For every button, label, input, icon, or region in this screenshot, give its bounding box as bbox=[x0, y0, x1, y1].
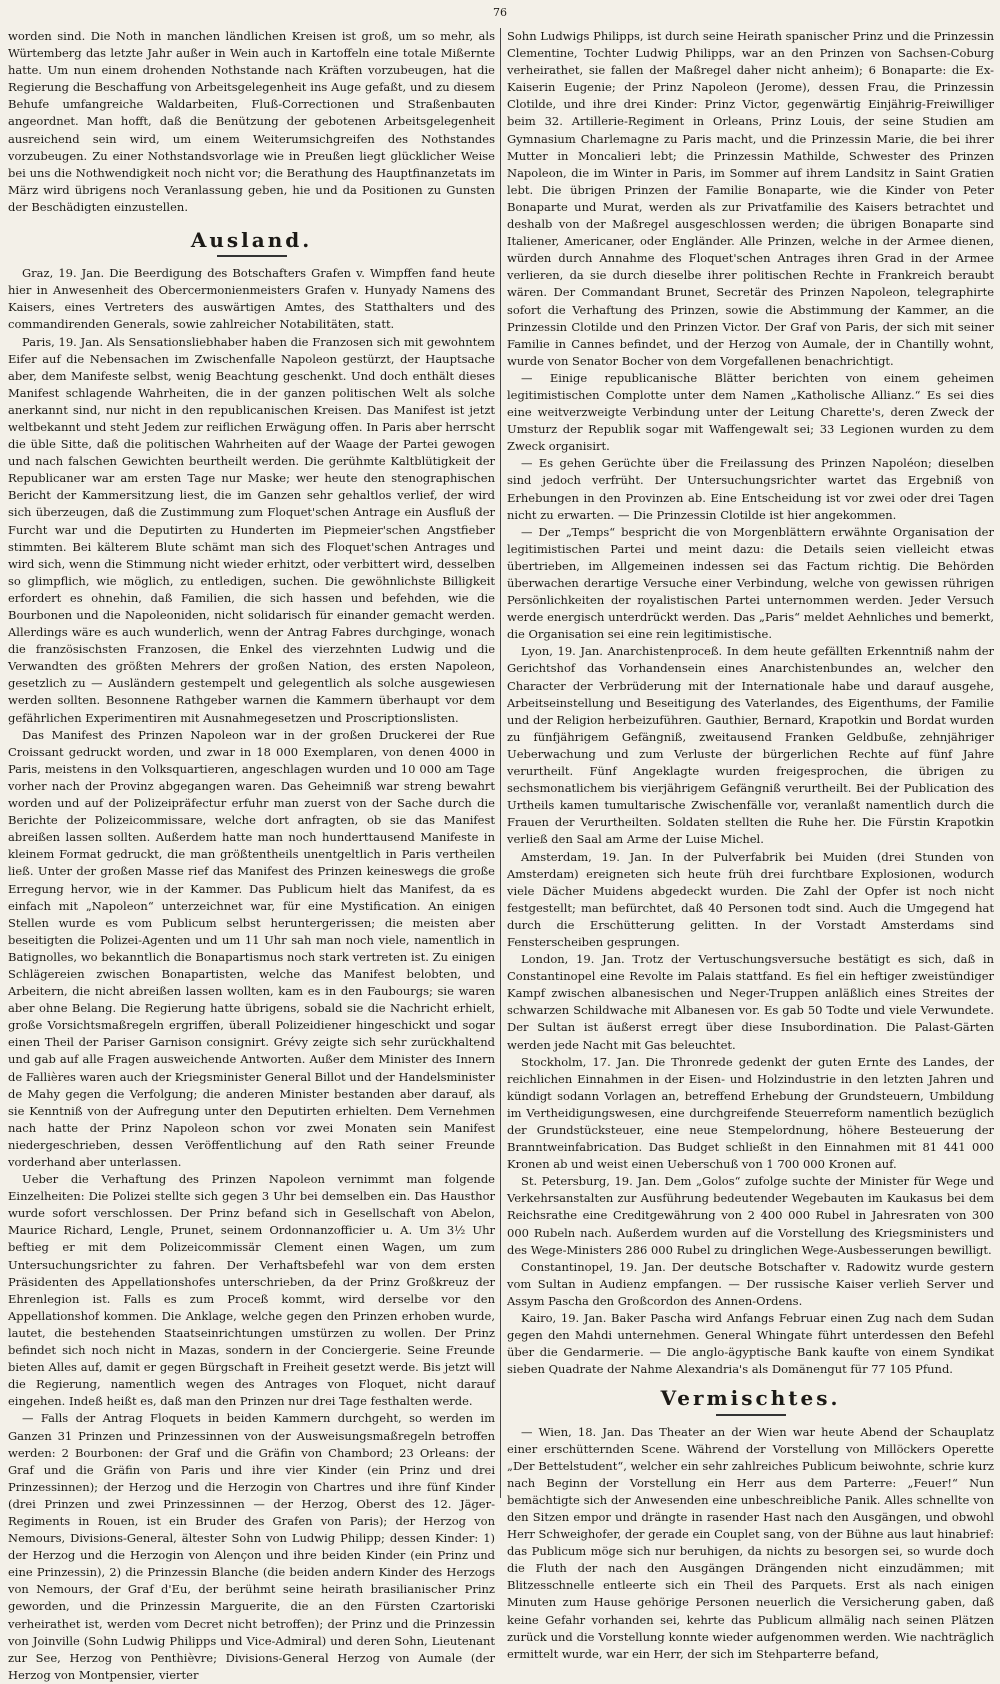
article-paragraph: London, 19. Jan. Trotz der Vertuschungsversuche bestätigt es sich, daß in Constantinopel eine Revolte im Palais stattfand. Es fiel ein heftiger zweistündiger Kampf zwischen albanesischen und Neger-Truppen anläßlich eines Streites der schwarzen Schildwache mit Albanesen vor. Es gab 50 Todte und viele Verwundete. Der Sultan ist äußerst erregt über diese Insubordination. Die Palast-Gärten werden jede Nacht mit Gas beleuchtet. bbox=[507, 952, 994, 1052]
section-title-vermischtes: Vermischtes. bbox=[660, 1386, 841, 1411]
article-paragraph: — Falls der Antrag Floquets in beiden Kammern durchgeht, so werden im Ganzen 31 Prinzen und Prinzessinnen von der Ausweisungsmaßregeln betroffen werden: 2 Bourbonen: der Graf und die Gräfin von Chambord; 23 Orleans: der Graf und die Gräfin von Paris und ihre vier Kinder (ein Prinz und drei Prinzessinnen); der Herzog und die Herzogin von Chartres und ihre fünf Kinder (drei Prinzen und zwei Prinzessinnen — der Herzog, Oberst des 12. Jäger-Regiments in Rouen, ist ein Bruder des Grafen von Paris); der Herzog von Nemours, Divisions-General, ältester Sohn von Ludwig Philipp; dessen Kinder: 1) der Herzog und die Herzogin von Alençon und ihre beiden Kinder (ein Prinz und eine Prinzessin), 2) die Prinzessin Blanche (die beiden andern Kinder des Herzogs von Nemours, der Graf d'Eu, der berühmt seine heirath brasilianischer Prinz geworden, und die Prinzessin Marguerite, die an den Fürsten Czartoriski verheirathet ist, werden vom Decret nicht betroffen); der Prinz und die Prinzessin von Joinville (Sohn Ludwig Philipps und Vice-Admiral) und deren Sohn, Lieutenant zur See, Herzog von Penthièvre; Divisions-General Herzog von Aumale (der Herzog von Montpensier, vierter bbox=[8, 1411, 495, 1682]
article-paragraph: Ueber die Verhaftung des Prinzen Napoleon vernimmt man folgende Einzelheiten: Die Polizei stellte sich gegen 3 Uhr bei demselben ein. Das Hausthor wurde sofort verschlossen. Der Prinz befand sich in Gesellschaft von Abelon, Maurice Richard, Lengle, Prunet, seinem Ordonnanzofficier u. A. Um 3½ Uhr beftieg er mit dem Polizeicommissär Clement einen Wagen, um zum Untersuchungsrichter zu fahren. Der Verhaftsbefehl war von dem ersten Präsidenten des Appellationshofes unterschrieben, da der Prinz Großkreuz der Ehrenlegion ist. Falls es zum Proceß kommt, wird derselbe vor den Appellationshof kommen. Die Anklage, welche gegen den Prinzen erhoben wurde, lautet, die bestehenden Staatseinrichtungen umstürzen zu wollen. Der Prinz befindet sich noch nicht in Mazas, sondern in der Conciergerie. Seine Freunde bieten Alles auf, damit er gegen Bürgschaft in Freiheit gesetzt werde. Bis jetzt will die Regierung, namentlich wegen des Antrages von Floquet, nicht darauf eingehen. Indeß heißt es, daß man den Prinzen nur drei Tage festhalten werde. bbox=[8, 1172, 495, 1409]
section-title-underline bbox=[217, 255, 287, 257]
article-paragraph: Kairo, 19. Jan. Baker Pascha wird Anfangs Februar einen Zug nach dem Sudan gegen den Mahdi unternehmen. General Whingate führt unterdessen den Befehl über die Gendarmerie. — Die anglo-ägyptische Bank kaufte von einem Syndikat sieben Quadrate der Nahme Alexandria's als Domänengut für 77 105 Pfund. bbox=[507, 1311, 994, 1377]
article-paragraph: Paris, 19. Jan. Als Sensationsliebhaber haben die Franzosen sich mit gewohntem Eifer auf die Nebensachen im Zwischenfalle Napoleon gestürzt, der Hauptsache aber, dem Manifeste selbst, wenig Beachtung geschenkt. Und doch enthält dieses Manifest schlagende Wahrheiten, die in der ganzen politischen Welt als solche anerkannt sind, nur nicht in den republicanischen Kreisen. Das Manifest ist jetzt weltbekannt und steht Jedem zur reiflichen Erwägung offen. In Paris aber herrscht die üble Sitte, daß die politischen Wahrheiten auf der Waage der Partei gewogen und nach falschen Gewichten beurtheilt werden. Die gerühmte Kaltblütigkeit der Republicaner war am ersten Tage nur Maske; wer heute den stenographischen Bericht der Kammersitzung liest, die im Ganzen sehr gehaltlos verlief, der wird sich überzeugen, daß die Zustimmung zum Floquet'schen Antrage ein Ausfluß der Furcht war und die Deputirten zu Hunderten im Piepmeier'schen Angstfieber stimmten. Bei kälterem Blute schämt man sich des Floquet'schen Antrages und wird sich, wenn die Stimmung nicht wieder erhitzt, oder verbittert wird, desselben so glimpflich, wie möglich, zu entledigen, suchen. Die gewöhnlichste Billigkeit erfordert es ohnehin, daß Familien, die sich hassen und befehden, wie die Bourbonen und die Napoleoniden, nicht solidarisch für einander gemacht werden. Allerdings wäre es auch wunderlich, wenn der Antrag Fabres durchginge, wonach die französischsten Franzosen, die Enkel des vierzehnten Ludwig und die Verwandten des größten Mehrers der großen Nation, des ersten Napoleon, gesetzlich zu — Ausländern gestempelt und gelegentlich als solche ausgewiesen werden sollten. Besonnene Rathgeber warnen die Kammern überhaupt vor dem gefährlichen Experimentiren mit Ausnahmegesetzen und Proscriptionslisten. bbox=[8, 334, 495, 725]
article-paragraph: — Wien, 18. Jan. Das Theater an der Wien war heute Abend der Schauplatz einer erschütternden Scene. Während der Vorstellung von Millöckers Operette „Der Bettelstudent“, welcher ein sehr zahlreiches Publicum beiwohnte, schrie kurz nach Beginn der Vorstellung ein Herr aus dem Parterre: „Feuer!“ Nun bemächtigte sich der Anwesenden eine unbeschreibliche Panik. Alles schnellte von den Sitzen empor und drängte in rasender Hast nach den Ausgängen, und obwohl Herr Schweighofer, der gerade ein Couplet sang, von der Bühne aus laut hinabrief: das Publicum möge sich nur beruhigen, da nichts zu besorgen sei, so wurde doch die Fluth der nach den Ausgängen Drängenden nicht einzudämmen; mit Blitzesschnelle entleerte sich ein Theil des Parquets. Erst als nach einigen Minuten zum Hause gehörige Personen neuerlich die Versicherung gaben, daß keine Gefahr vorhanden sei, kehrte das Publicum allmälig nach seinen Plätzen zurück und die Vorstellung konnte wieder aufgenommen werden. Wie nachträglich ermittelt wurde, war ein Herr, der sich im Stehparterre befand, bbox=[507, 1424, 994, 1661]
article-paragraph: Sohn Ludwigs Philipps, ist durch seine Heirath spanischer Prinz und die Prinzessin Clementine, Tochter Ludwig Philipps, war an den Prinzen von Sachsen-Coburg verheirathet, sie fallen der Maßregel daher nicht anheim); 6 Bonaparte: die Ex-Kaiserin Eugenie; der Prinz Napoleon (Jerome), dessen Frau, die Prinzessin Clotilde, und ihre drei Kinder: Prinz Victor, gegenwärtig Einjährig-Freiwilliger beim 32. Artillerie-Regiment in Orleans, Prinz Louis, der seine Studien am Gymnasium Charlemagne zu Paris macht, und die Prinzessin Marie, die bei ihrer Mutter in Moncalieri lebt; die Prinzessin Mathilde, Schwester des Prinzen Napoleon, die im Winter in Paris, im Sommer auf ihrem Landsitz in Saint Gratien lebt. Die übrigen Prinzen der Familie Bonaparte, wie die Kinder von Peter Bonaparte und Murat, werden als zur Privatfamilie des Kaisers betrachtet und deshalb von der Maßregel ausgeschlossen werden; die übrigen Bonaparte sind Italiener, Americaner, oder Engländer. Alle Prinzen, welche in der Armee dienen, würden durch Annahme des Floquet'schen Antrages ihren Grad in der Armee verlieren, da sie durch dieselbe ihrer politischen Rechte in Frankreich beraubt wären. Der Commandant Brunet, Secretär des Prinzen Napoleon, telegraphirte sofort die Verhaftung des Prinzen, sowie die Abstimmung der Kammer, an die Prinzessin Clotilde und den Prinzen Victor. Der Graf von Paris, der sich mit seiner Familie in Cannes befindet, und der Herzog von Aumale, der in Chantilly wohnt, wurde von Senator Bocher von dem Vorgefallenen benachrichtigt. bbox=[507, 29, 995, 368]
column-divider bbox=[500, 28, 501, 1498]
page-number: 76 bbox=[493, 6, 507, 19]
article-paragraph: — Einige republicanische Blätter berichten von einem geheimen legitimistischen Complotte unter dem Namen „Katholische Allianz.“ Es sei dies eine weitverzweigte Verbindung unter der Leitung Charette's, deren Zweck der Umsturz der Republik sogar mit Waffengewalt sei; 33 Legionen wurden zu dem Zweck organisirt. bbox=[507, 370, 994, 454]
article-paragraph: St. Petersburg, 19. Jan. Dem „Golos“ zufolge suchte der Minister für Wege und Verkehrsanstalten zur Ausführung bedeutender Wegebauten im Kaukasus bei dem Reichsrathe eine Creditgewährung von 2 400 000 Rubel in Jahresraten von 300 000 Rubeln nach. Außerdem wurden auf die Vorstellung des Kriegsministers und des Wege-Ministers 286 000 Rubel zu dringlichen Wege-Ausbesserungen bewilligt. bbox=[507, 1174, 994, 1257]
article-paragraph: Amsterdam, 19. Jan. In der Pulverfabrik bei Muiden (drei Stunden von Amsterdam) ereigneten sich heute früh drei furchtbare Explosionen, wodurch viele Dächer Muidens abgedeckt wurden. Die Zahl der Opfer ist noch nicht festgestellt; man befürchtet, daß 40 Personen todt sind. Auch die Umgegend hat durch die Erschütterung gelitten. In der Vorstadt Amsterdams sind Fensterscheiben gesprungen. bbox=[507, 849, 994, 949]
article-paragraph: Constantinopel, 19. Jan. Der deutsche Botschafter v. Radowitz wurde gestern vom Sultan in Audienz empfangen. — Der russische Kaiser verlieh Server und Assym Pascha den Großcordon des Annen-Ordens. bbox=[507, 1259, 994, 1308]
right-column bbox=[507, 28, 995, 1661]
opening-paragraph: worden sind. Die Noth in manchen ländlichen Kreisen ist groß, um so mehr, als Würtemberg das letzte Jahr außer in Wein auch in Kartoffeln eine totale Mißernte hatte. Um nun einem drohenden Nothstande nach Kräften vorzubeugen, hat die Regierung die Beschaffung von Arbeitsgelegenheit ins Auge gefaßt, und zu diesem Behufe umfangreiche Waldarbeiten, Fluß-Correctionen und Straßenbauten angeordnet. Man hofft, daß die Benützung der gebotenen Arbeitsgelegenheit ausreichend sein wird, um einem Weiterumsichgreifen des Nothstandes vorzubeugen. Zu einer Nothstandsvorlage wie in Preußen liegt glücklicher Weise bei uns die Nothwendigkeit noch nicht vor; die Berathung des Hauptfinanzetats im März wird übrigens noch Veranlassung geben, hie und da Positionen zu Gunsten der Beschädigten einzustellen. bbox=[8, 29, 495, 214]
section-title-ausland: Ausland. bbox=[190, 228, 313, 253]
article-paragraph: Graz, 19. Jan. Die Beerdigung des Botschafters Grafen v. Wimpffen fand heute hier in Anwesenheit des Obercermonienmeisters Grafen v. Hunyady Namens des Kaisers, eines Vertreters des auswärtigen Amtes, des Statthalters und des commandirenden Generals, sowie zahlreicher Notabilitäten, statt. bbox=[8, 266, 495, 332]
left-column bbox=[8, 28, 495, 1682]
article-paragraph: — Der „Temps“ bespricht die von Morgenblättern erwähnte Organisation der legitimistischen Partei und meint dazu: die Details seien vielleicht etwas übertrieben, im Allgemeinen indessen sei das Factum richtig. Die Behörden überwachen derartige Versuche einer Verbindung, welche von gewissen rührigen Persönlichkeiten der royalistischen Partei unternommen werden. Jeder Versuch werde energisch unterdrückt werden. Das „Paris“ meldet Aehnliches und bemerkt, die Organisation sei eine rein legitimistische. bbox=[507, 524, 994, 642]
article-paragraph: Das Manifest des Prinzen Napoleon war in der großen Druckerei der Rue Croissant gedruckt worden, und zwar in 18 000 Exemplaren, von denen 4000 in Paris, meistens in den Volksquartieren, angeschlagen wurden und 10 000 am Tage vorher nach der Provinz abgegangen waren. Das Geheimniß war streng bewahrt worden und auf der Polizeipräfectur erfuhr man zuerst von der Sache durch die Berichte der Polizeicommissare, welche dort anfragten, ob sie das Manifest abreißen lassen sollten. Außerdem hatte man noch hunderttausend Manifeste in kleinem Format gedruckt, die man größtentheils unentgeltlich in Paris vertheilen ließ. Unter der großen Masse rief das Manifest des Prinzen keineswegs die große Erregung hervor, wie in der Kammer. Das Publicum hielt das Manifest, da es einfach mit „Napoleon“ unterzeichnet war, für eine Mystification. An einigen Stellen wurde es vom Publicum selbst heruntergerissen; die meisten aber beseitigten die Polizei-Agenten und um 11 Uhr sah man noch viele, namentlich in Batignolles, wo bekanntlich die Bonapartismus noch stark vertreten ist. Zu einigen Schlägereien zwischen Bonapartisten, welche das Manifest belobten, und Arbeitern, die nicht abreißen lassen wollten, kam es in den Faubourgs; sie waren aber ohne Belang. Die Regierung hatte übrigens, sobald sie die Nachricht erhielt, große Vorsichtsmaßregeln ergriffen, überall Polizeidiener hingeschickt und sogar einen Theil der Pariser Garnison consignirt. Grévy zeigte sich sehr zurückhaltend und gab auf alle Fragen ausweichende Antworten. Außer dem Minister des Innern de Fallières waren auch der Kriegsminister General Billot und der Handelsminister de Mahy gegen die Verfolgung; die anderen Minister bestanden aber darauf, als sie Kenntniß von der Aufregung unter den Deputirten erhielten. Dem Vernehmen nach hatte der Prinz Napoleon schon vor zwei Monaten sein Manifest niedergeschrieben, dessen Veröffentlichung auf den Rath seiner Freunde vorderhand aber unterlassen. bbox=[8, 727, 495, 1169]
article-paragraph: Stockholm, 17. Jan. Die Thronrede gedenkt der guten Ernte des Landes, der reichlichen Einnahmen in der Eisen- und Holzindustrie in den letzten Jahren und kündigt sodann Vorlagen an, betreffend Erhebung der Grundsteuern, Umbildung im Vertheidigungswesen, eine durchgreifende Steuerreform namentlich bezüglich der Grundstücksteuer, eine neue Stempelordnung, höhere Besteuerung der Branntweinfabrication. Das Budget schließt in den Einnahmen mit 81 441 000 Kronen ab und weist einen Ueberschuß von 1 700 000 Kronen auf. bbox=[507, 1054, 994, 1172]
section-title-underline bbox=[716, 1414, 786, 1416]
article-paragraph: Lyon, 19. Jan. Anarchistenproceß. In dem heute gefällten Erkenntniß nahm der Gerichtshof das Vorhandensein eines Anarchistenbundes an, welcher den Character der Verbrüderung mit der Internationale habe und darauf ausgehe, Arbeitseinstellung und Beseitigung des Vaterlandes, des Eigenthums, der Familie und der Religion herbeizuführen. Gauthier, Bernard, Krapotkin und Bordat wurden zu fünfjährigem Gefängniß, zweitausend Franken Geldbuße, zehnjähriger Ueberwachung und zum Verluste der bürgerlichen Rechte auf fünf Jahre verurtheilt. Fünf Angeklagte wurden freigesprochen, die übrigen zu sechsmonatlichem bis vierjährigem Gefängniß verurtheilt. Bei der Publication des Urtheils kamen tumultarische Zwischenfälle vor, veranlaßt namentlich durch die Frauen der Verurtheilten. Soldaten stellten die Ruhe her. Die Fürstin Krapotkin verließ den Saal am Arme der Luise Michel. bbox=[507, 644, 994, 847]
article-paragraph: — Es gehen Gerüchte über die Freilassung des Prinzen Napoléon; dieselben sind jedoch verfrüht. Der Untersuchungsrichter wartet das Ergebniß von Erhebungen in den Provinzen ab. Eine Entscheidung ist vor zwei oder drei Tagen nicht zu erwarten. — Die Prinzessin Clotilde ist hier angekommen. bbox=[507, 456, 994, 522]
